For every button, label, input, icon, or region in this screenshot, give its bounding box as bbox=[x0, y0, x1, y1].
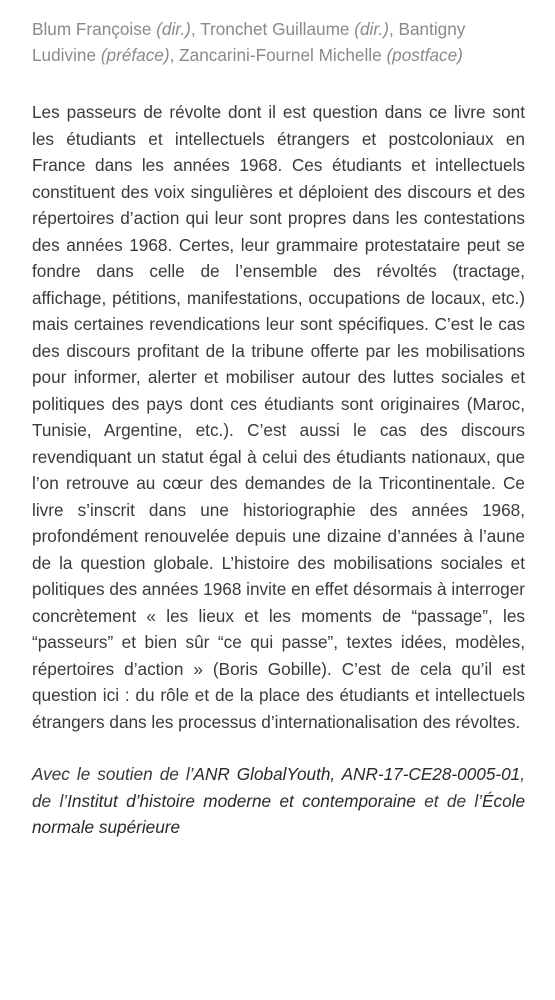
author-credits: Blum Françoise (dir.), Tronchet Guillaume (dir.), Bantigny Ludivine (préface), Zancarini-Fournel Michelle (postface) bbox=[32, 19, 466, 65]
support-org-ens: École normale supérieure bbox=[32, 790, 526, 837]
author-role: (dir.) bbox=[156, 19, 191, 39]
summary-paragraph: Les passeurs de révolte dont il est question dans ce livre sont les étudiants et intellectuels étrangers et postcoloniaux en France dans les années 1968. Ces étudiants et intellectuels constituent des voix singulières et déploient des discours et des répertoires d’action qui leur sont propres dans les contestations des années 1968. Certes, leur grammaire protestataire peut se fondre dans celle de l’ensemble des révoltés (tractage, affichage, pétitions, manifestations, occupations de locaux, etc.) mais certaines revendications leur sont spécifiques. C’est le cas des discours profitant de la tribune offerte par les mobilisations pour informer, alerter et mobiliser autour des luttes sociales et politiques des pays dont ces étudiants sont originaires (Maroc, Tunisie, Argentine, etc.). C’est aussi le cas des discours revendiquant un statut égal à celui des étudiants nationaux, que l’on retrouve au cœur des demandes de la Tricontinentale. Ce livre s’inscrit dans une historiographie des années 1968, profondément renouvelée depuis une dizaine d’années à l’aune de la question globale. L’histoire des mobilisations sociales et politiques des années 1968 invite en effet désormais à interroger concrètement « les lieux et les moments de “passage”, les “passeurs” et bien sûr “ce qui passe”, textes idées, modèles, répertoires d’action » (Boris Gobille). C’est de cela qu’il est question ici : du rôle et de la place des étudiants et intellectuels étrangers dans les processus d’internationalisation des révoltes. bbox=[32, 102, 525, 732]
author-role: (dir.) bbox=[354, 19, 389, 39]
support-prefix: Avec le soutien de l’ bbox=[32, 764, 194, 784]
support-org-anr: ANR GlobalYouth, ANR-17-CE28-0005-01 bbox=[193, 764, 521, 784]
author-role: (préface) bbox=[100, 45, 170, 65]
book-description bbox=[32, 16, 525, 841]
support-note bbox=[32, 761, 525, 841]
support-separator: et de l’ bbox=[415, 790, 483, 811]
support-separator: , de l’ bbox=[32, 764, 525, 811]
author-role: (postface) bbox=[386, 45, 463, 65]
support-org-ihmc: Institut d’histoire moderne et contemporaine bbox=[67, 790, 416, 811]
author-name: Tronchet Guillaume bbox=[200, 19, 350, 39]
author-name: Bantigny Ludivine bbox=[32, 19, 466, 65]
author-name: Blum Françoise bbox=[32, 19, 152, 39]
author-name: Zancarini-Fournel Michelle bbox=[179, 45, 382, 65]
